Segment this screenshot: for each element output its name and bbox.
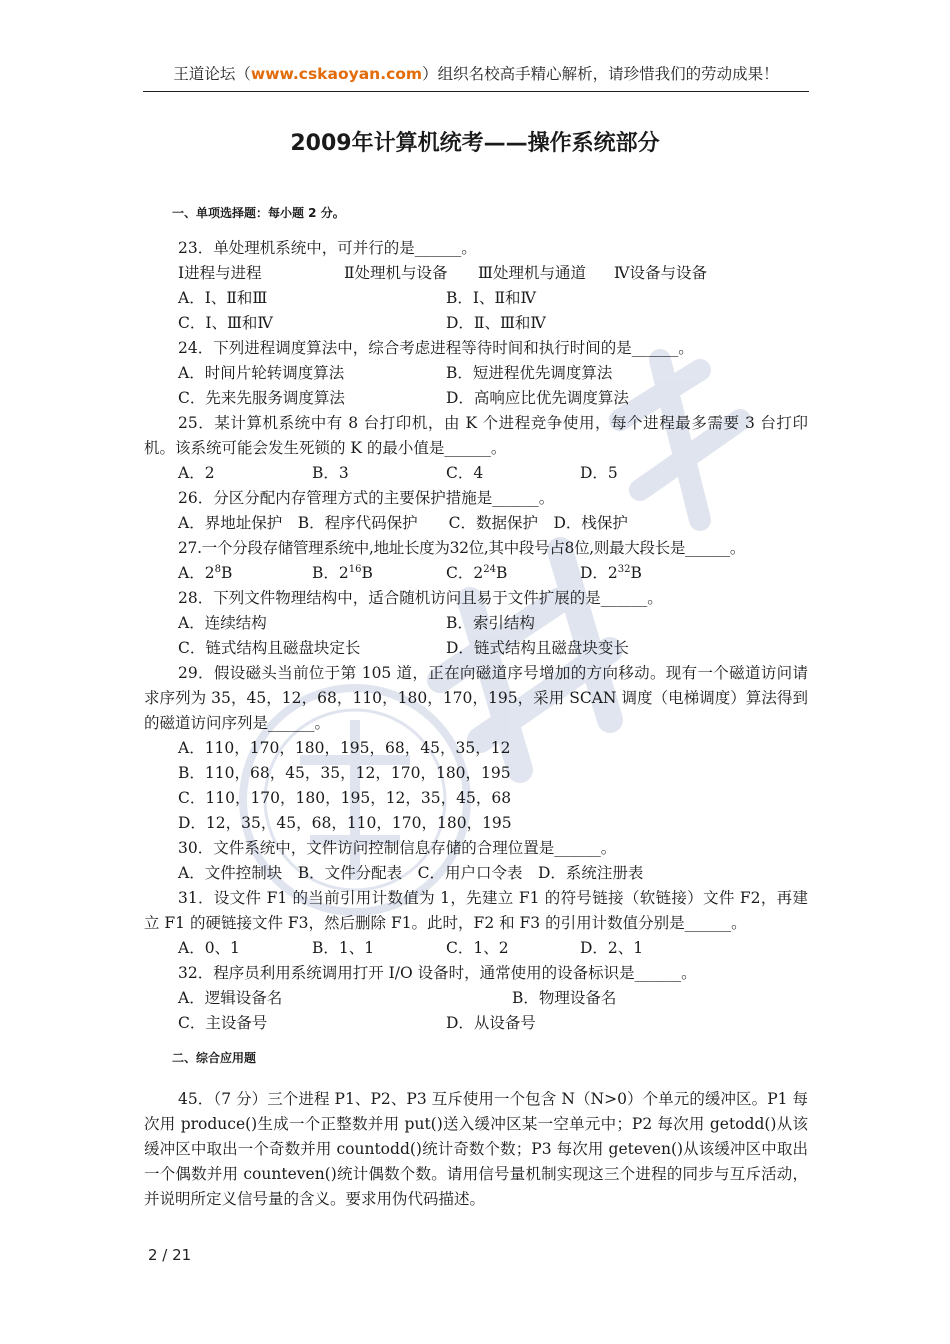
header-url[interactable]: www.cskaoyan.com bbox=[250, 65, 423, 83]
q32-option-c: C．主设备号 bbox=[178, 1014, 268, 1032]
q31-option-a: A．0、1 bbox=[178, 939, 240, 957]
q27-d-exp: 32 bbox=[617, 563, 631, 575]
q31-option-d: D．2、1 bbox=[580, 939, 644, 957]
q29-option-c: C．110，170，180，195，12，35，45，68 bbox=[178, 789, 512, 807]
q25-option-d: D．5 bbox=[580, 464, 618, 482]
q24-options-cd bbox=[144, 386, 808, 411]
header-prefix: 王道论坛（ bbox=[173, 65, 251, 83]
q28-option-b: B．索引结构 bbox=[446, 614, 535, 632]
q26-options: A．界地址保护 B．程序代码保护 C．数据保护 D．栈保护 bbox=[178, 514, 628, 532]
q24-option-d: D．高响应比优先调度算法 bbox=[446, 389, 629, 407]
q27-option-d bbox=[580, 561, 642, 586]
q23-items bbox=[144, 261, 808, 286]
q27-options bbox=[144, 561, 808, 586]
q27-b-exp: 16 bbox=[348, 563, 362, 575]
q28-options-ab bbox=[144, 611, 808, 636]
q23-item-1: Ⅰ进程与进程 bbox=[178, 264, 262, 282]
q25-option-c: C．4 bbox=[446, 464, 484, 482]
q27-a-base: A．2 bbox=[178, 564, 215, 582]
q26-stem: 26．分区分配内存管理方式的主要保护措施是______。 bbox=[178, 489, 555, 507]
q28-option-c: C．链式结构且磁盘块定长 bbox=[178, 639, 361, 657]
page-header bbox=[143, 62, 809, 84]
q27-c-exp: 24 bbox=[483, 563, 496, 575]
q23-stem: 23．单处理机系统中，可并行的是______。 bbox=[178, 239, 477, 257]
q27-stem: 27.一个分段存储管理系统中,地址长度为32位,其中段号占8位,则最大段长是______。 bbox=[178, 539, 746, 557]
q29-stem: 29．假设磁头当前位于第 105 道，正在向磁道序号增加的方向移动。现有一个磁道访问请求序列为 35，45，12，68，110，180，170，195，采用 SCAN 调度（电梯调度）算法得到的磁道访问序列是______。 bbox=[144, 664, 808, 732]
q25-option-b: B．3 bbox=[312, 464, 349, 482]
q27-option-c bbox=[446, 561, 507, 586]
q28-option-d: D．链式结构且磁盘块变长 bbox=[446, 639, 629, 657]
header-divider bbox=[143, 91, 809, 92]
q27-b-unit: B bbox=[361, 564, 373, 582]
q23-item-4: Ⅳ设备与设备 bbox=[614, 264, 707, 282]
q45-paragraph: 45．（7 分）三个进程 P1、P2、P3 互斥使用一个包含 N（N>0）个单元的缓冲区。P1 每次用 produce()生成一个正整数并用 put()送入缓冲区某一空单元中；P2 每次用 getodd()从该缓冲区中取出一个奇数并用 countodd()统计奇数个数；P3 每次用 geteven()从该缓冲区中取出一个偶数并用 counteven()统计偶数个数。请用信号量机制实现这三个进程的同步与互斥活动，并说明所定义信号量的含义。要求用伪代码描述。 bbox=[144, 1090, 808, 1208]
q28-options-cd bbox=[144, 636, 808, 661]
page-title: 2009年计算机统考——操作系统部分 bbox=[290, 131, 660, 156]
q27-a-unit: B bbox=[220, 564, 233, 582]
q27-c-base: C．2 bbox=[446, 564, 484, 582]
q24-option-a: A．时间片轮转调度算法 bbox=[178, 364, 345, 382]
q30-options: A．文件控制块 B．文件分配表 C．用户口令表 D．系统注册表 bbox=[178, 864, 644, 882]
q23-item-3: Ⅲ处理机与通道 bbox=[478, 264, 586, 282]
q23-option-b: B．Ⅰ、Ⅱ和Ⅳ bbox=[446, 289, 537, 307]
q30-stem: 30．文件系统中，文件访问控制信息存储的合理位置是______。 bbox=[178, 839, 617, 857]
q29-option-a: A．110，170，180，195，68，45，35，12 bbox=[178, 739, 511, 757]
page-number: 2 / 21 bbox=[148, 1246, 192, 1264]
q24-option-b: B．短进程优先调度算法 bbox=[446, 364, 613, 382]
q23-option-a: A．Ⅰ、Ⅱ和Ⅲ bbox=[178, 289, 268, 307]
q24-option-c: C．先来先服务调度算法 bbox=[178, 389, 345, 407]
q27-c-unit: B bbox=[495, 564, 508, 582]
q31-stem: 31．设文件 F1 的当前引用计数值为 1，先建立 F1 的符号链接（软链接）文件 F2，再建立 F1 的硬链接文件 F3，然后删除 F1。此时，F2 和 F3 的引用计数值分别是______。 bbox=[144, 889, 808, 932]
q24-options-ab bbox=[144, 361, 808, 386]
q32-options-cd bbox=[144, 1011, 808, 1036]
q31-option-b: B．1、1 bbox=[312, 939, 375, 957]
header-suffix: ）组织名校高手精心解析，请珍惜我们的劳动成果！ bbox=[422, 65, 779, 83]
q27-b-base: B．2 bbox=[312, 564, 349, 582]
q27-d-base: D．2 bbox=[580, 564, 618, 582]
q27-d-unit: B bbox=[630, 564, 642, 582]
q31-option-c: C．1、2 bbox=[446, 939, 509, 957]
q27-option-b bbox=[312, 561, 373, 586]
q28-stem: 28．下列文件物理结构中，适合随机访问且易于文件扩展的是______。 bbox=[178, 589, 663, 607]
q32-options-ab bbox=[144, 986, 808, 1011]
questions-choice bbox=[144, 236, 808, 1036]
q27-option-a bbox=[178, 561, 232, 586]
q27-a-exp: 8 bbox=[214, 563, 221, 575]
q25-option-a: A．2 bbox=[178, 464, 215, 482]
q32-stem: 32．程序员利用系统调用打开 I/O 设备时，通常使用的设备标识是______。 bbox=[178, 964, 697, 982]
q32-option-a: A．逻辑设备名 bbox=[178, 989, 283, 1007]
q32-option-b: B．物理设备名 bbox=[512, 989, 617, 1007]
q23-option-c: C．Ⅰ、Ⅲ和Ⅳ bbox=[178, 314, 273, 332]
q23-options-cd bbox=[144, 311, 808, 336]
q32-option-d: D．从设备号 bbox=[446, 1014, 536, 1032]
q23-item-2: Ⅱ处理机与设备 bbox=[344, 264, 448, 282]
q29-option-b: B．110，68，45，35，12，170，180，195 bbox=[178, 764, 511, 782]
q23-options-ab bbox=[144, 286, 808, 311]
q28-option-a: A．连续结构 bbox=[178, 614, 267, 632]
q25-options bbox=[144, 461, 808, 486]
q29-option-d: D．12，35，45，68，110，170，180，195 bbox=[178, 814, 512, 832]
section-heading-application: 二、综合应用题 bbox=[172, 1051, 257, 1065]
q24-stem: 24．下列进程调度算法中，综合考虑进程等待时间和执行时间的是______。 bbox=[178, 339, 694, 357]
q23-option-d: D．Ⅱ、Ⅲ和Ⅳ bbox=[446, 314, 546, 332]
section-heading-choice: 一、单项选择题：每小题 2 分。 bbox=[172, 206, 345, 220]
q31-options bbox=[144, 936, 808, 961]
q25-stem: 25．某计算机系统中有 8 台打印机，由 K 个进程竞争使用，每个进程最多需要 3 台打印机。该系统可能会发生死锁的 K 的最小值是______。 bbox=[144, 414, 808, 457]
